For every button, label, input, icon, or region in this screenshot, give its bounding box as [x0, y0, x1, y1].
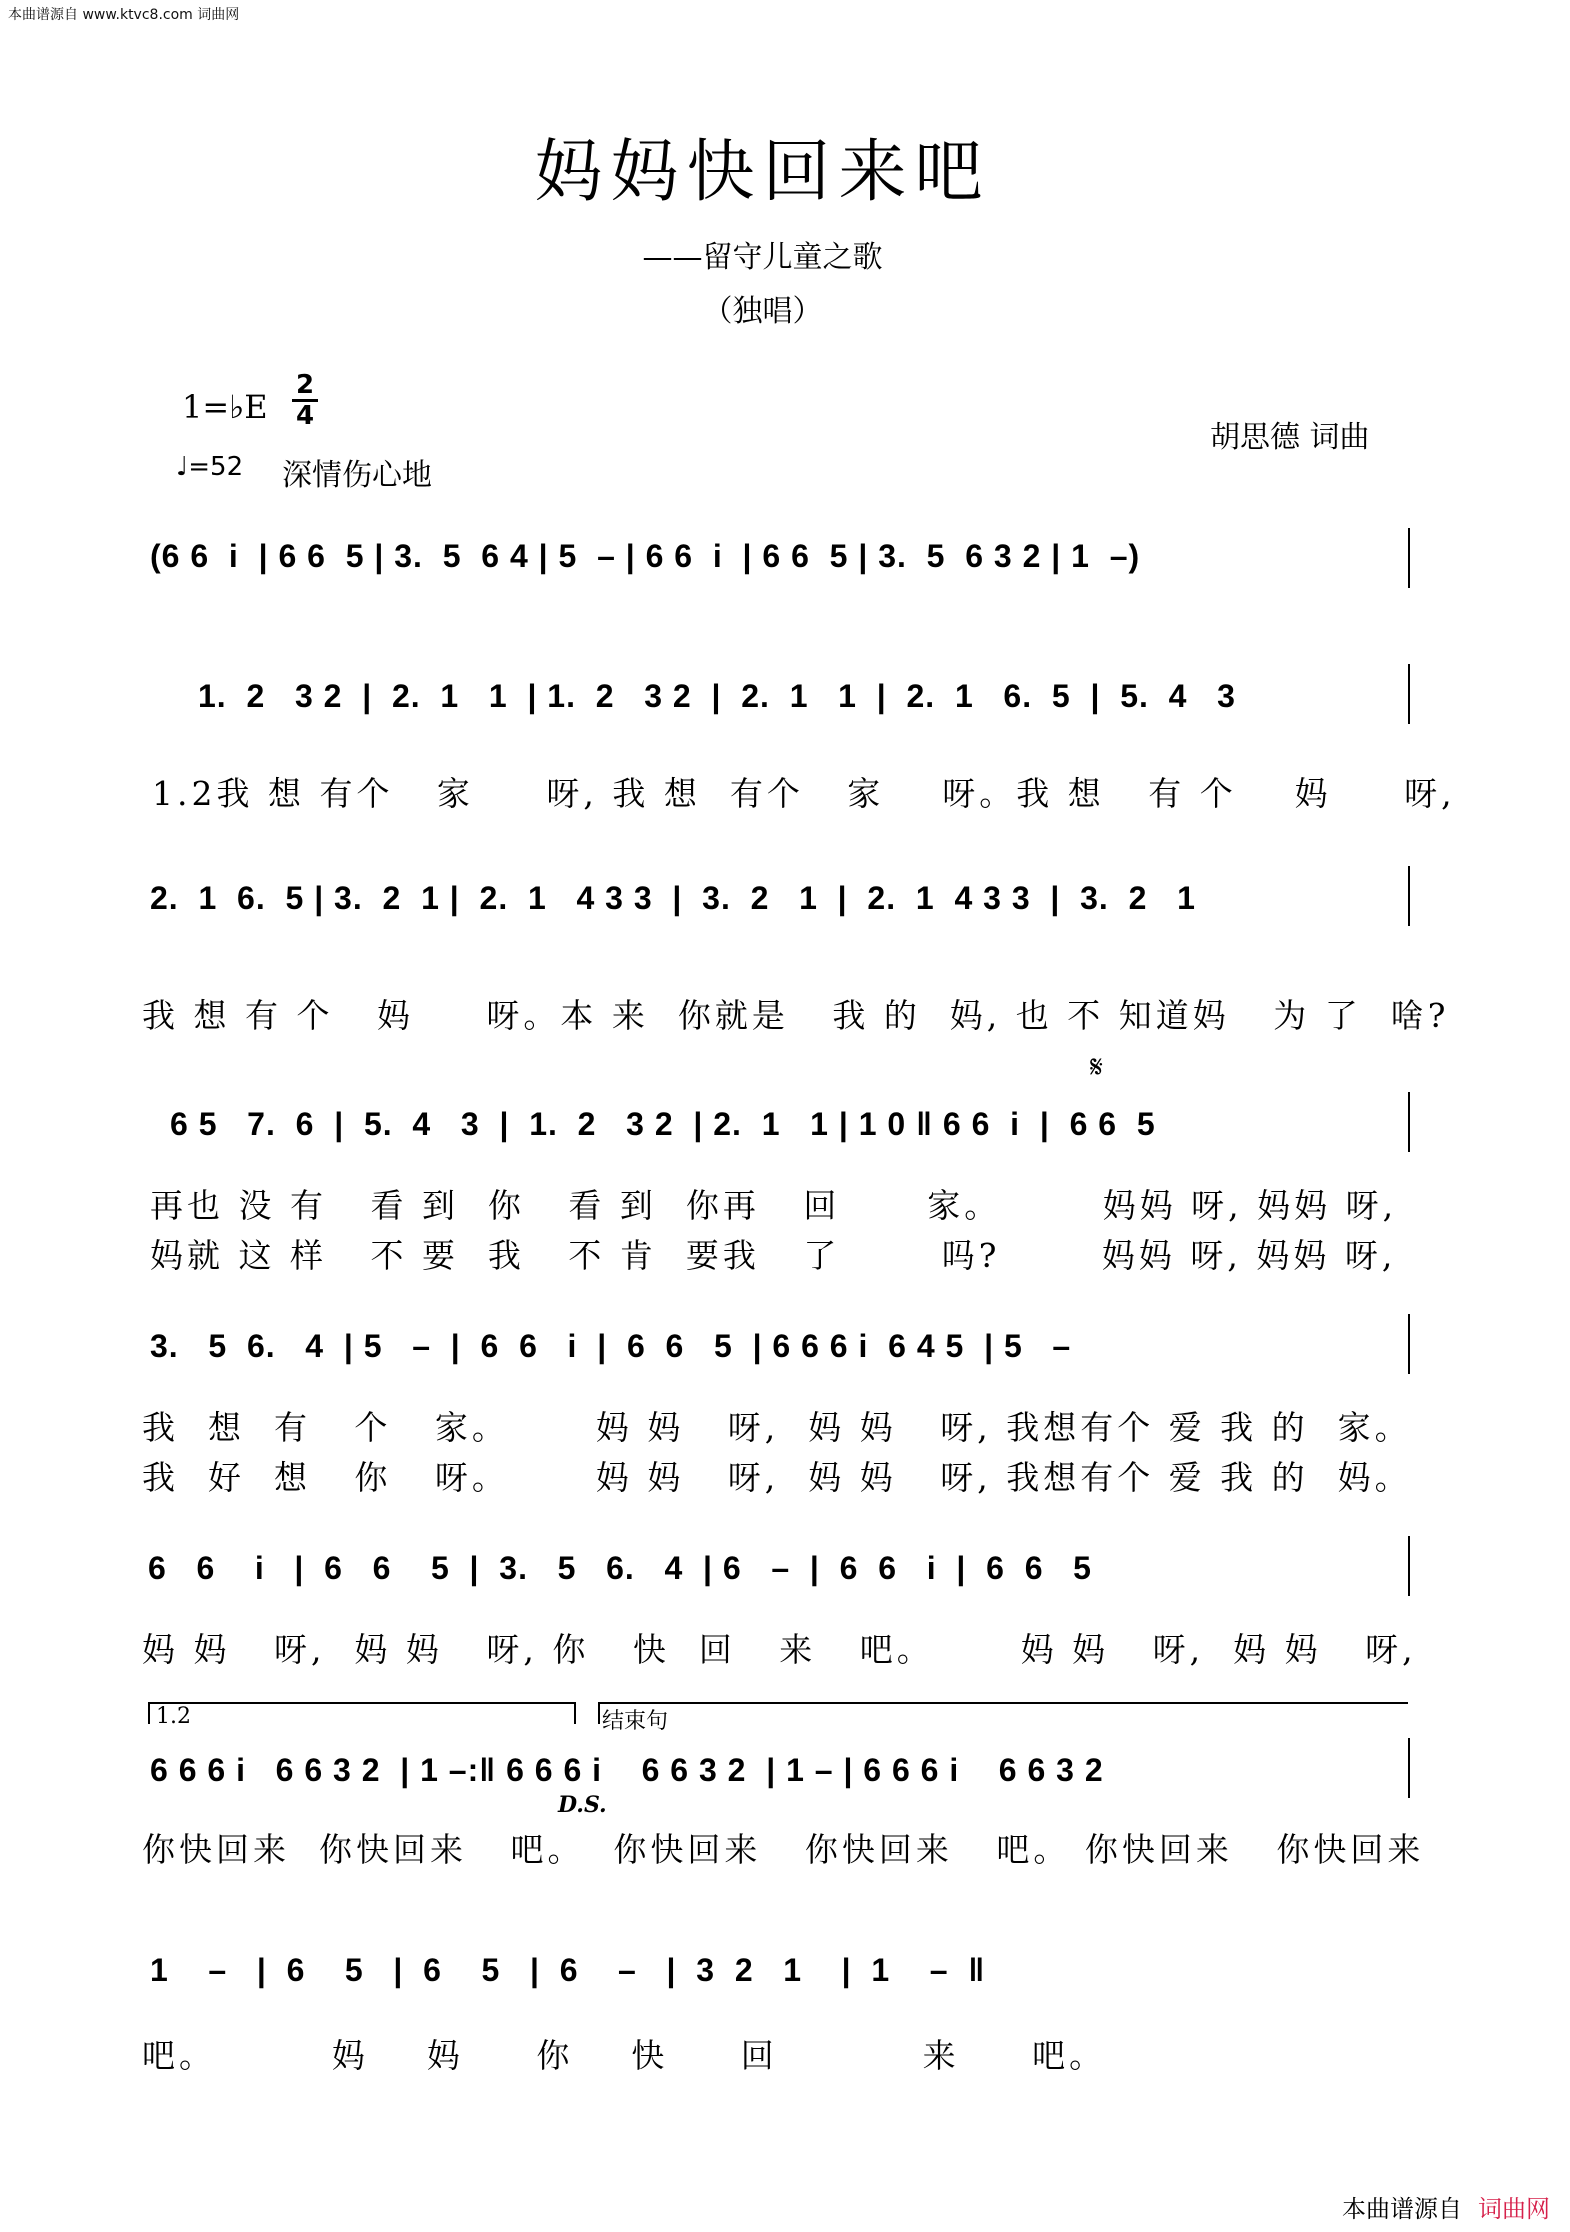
volta-bracket-1 [148, 1702, 574, 1704]
song-title: 妈妈快回来吧 [534, 133, 991, 212]
performance-form: （独唱） [702, 294, 823, 329]
notation-row-7: 6 6 6 i 6 6 3 2 | 1 –:‖ 6 6 6 i 6 6 3 2 | 1 – | 6 6 6 i 6 6 3 2 [150, 1752, 1104, 1788]
notation-row-4: 6 5 7. 6 | 5. 4 3 | 1. 2 3 2 | 2. 1 1 | 1 0 ‖ 6 6 i | 6 6 5 [170, 1106, 1156, 1142]
barline [1408, 1314, 1410, 1374]
key-signature: 1=♭E [182, 388, 268, 426]
time-signature [292, 372, 318, 429]
song-subtitle: ——留守儿童之歌 [642, 240, 883, 275]
barline [1408, 1738, 1410, 1798]
lyric-row-7: 你快回来 你快回来 吧。 你快回来 你快回来 吧。 你快回来 你快回来 [142, 1830, 1425, 1869]
notation-row-5: 3. 5 6. 4 | 5 – | 6 6 i | 6 6 5 | 6 6 6 i 6 4 5 | 5 – [150, 1328, 1072, 1364]
barline [1408, 528, 1410, 588]
footer-source: 本曲谱源自 [1342, 2195, 1462, 2223]
tempo-marking: ♩=52 [176, 452, 244, 482]
volta-label-1: 1.2 [156, 1704, 191, 1729]
lyric-row-6: 妈 妈 呀, 妈 妈 呀, 你 快 回 来 吧。 妈 妈 呀, 妈 妈 呀, [142, 1630, 1417, 1669]
notation-row-8: 1 – | 6 5 | 6 5 | 6 – | 3 2 1 | 1 – ‖ [150, 1952, 986, 1988]
lyric-row-4b: 妈就 这 样 不 要 我 不 肯 要我 了 吗? 妈妈 呀, 妈妈 呀, [150, 1236, 1397, 1275]
notation-row-2: 1. 2 3 2 | 2. 1 1 | 1. 2 3 2 | 2. 1 1 | 2. 1 6. 5 | 5. 4 3 [198, 678, 1236, 714]
volta-bracket-1-right [574, 1702, 576, 1724]
dal-segno-marking: D.S. [558, 1792, 607, 1818]
time-signature-top: 2 [295, 370, 315, 400]
volta-bracket-2-left [598, 1702, 600, 1724]
barline [1408, 664, 1410, 724]
volta-label-2: 结束句 [602, 1709, 669, 1734]
lyric-row-5b: 我 好 想 你 呀。 妈 妈 呀, 妈 妈 呀, 我想有个 爱 我 的 妈。 [142, 1458, 1412, 1497]
watermark: 本曲谱源自 www.ktvc8.com 词曲网 [8, 7, 240, 23]
segno-sign: 𝄋 [1090, 1050, 1103, 1085]
notation-row-3: 2. 1 6. 5 | 3. 2 1 | 2. 1 4 3 3 | 3. 2 1 | 2. 1 4 3 3 | 3. 2 1 [150, 880, 1196, 916]
barline [1408, 866, 1410, 926]
notation-row-6: 6 6 i | 6 6 5 | 3. 5 6. 4 | 6 – | 6 6 i | 6 6 5 [148, 1550, 1092, 1586]
expression-marking: 深情伤心地 [282, 458, 432, 493]
notation-row-1: (6 6 i | 6 6 5 | 3. 5 6 4 | 5 – | 6 6 i | 6 6 5 | 3. 5 6 3 2 | 1 –) [150, 538, 1141, 574]
footer-site-link[interactable]: 词曲网 [1478, 2195, 1550, 2223]
footer-credit [1342, 2189, 1550, 2224]
lyric-row-8: 吧。 妈 妈 你 快 回 来 吧。 [142, 2036, 1107, 2075]
lyric-row-3: 我 想 有 个 妈 呀。本 来 你就是 我 的 妈, 也 不 知道妈 为 了 啥? [142, 996, 1450, 1035]
volta-bracket-1-left [148, 1702, 150, 1724]
composer-credit: 胡思德 词曲 [1210, 420, 1370, 455]
lyric-row-4a: 再也 没 有 看 到 你 看 到 你再 回 家。 妈妈 呀, 妈妈 呀, [150, 1186, 1398, 1225]
barline [1408, 1536, 1410, 1596]
barline [1408, 1092, 1410, 1152]
lyric-row-5a: 我 想 有 个 家。 妈 妈 呀, 妈 妈 呀, 我想有个 爱 我 的 家。 [142, 1408, 1412, 1447]
volta-bracket-2 [598, 1702, 1408, 1704]
lyric-row-2: 1.2我 想 有个 家 呀, 我 想 有个 家 呀。我 想 有 个 妈 呀, [152, 774, 1456, 813]
time-signature-bottom: 4 [295, 401, 315, 431]
